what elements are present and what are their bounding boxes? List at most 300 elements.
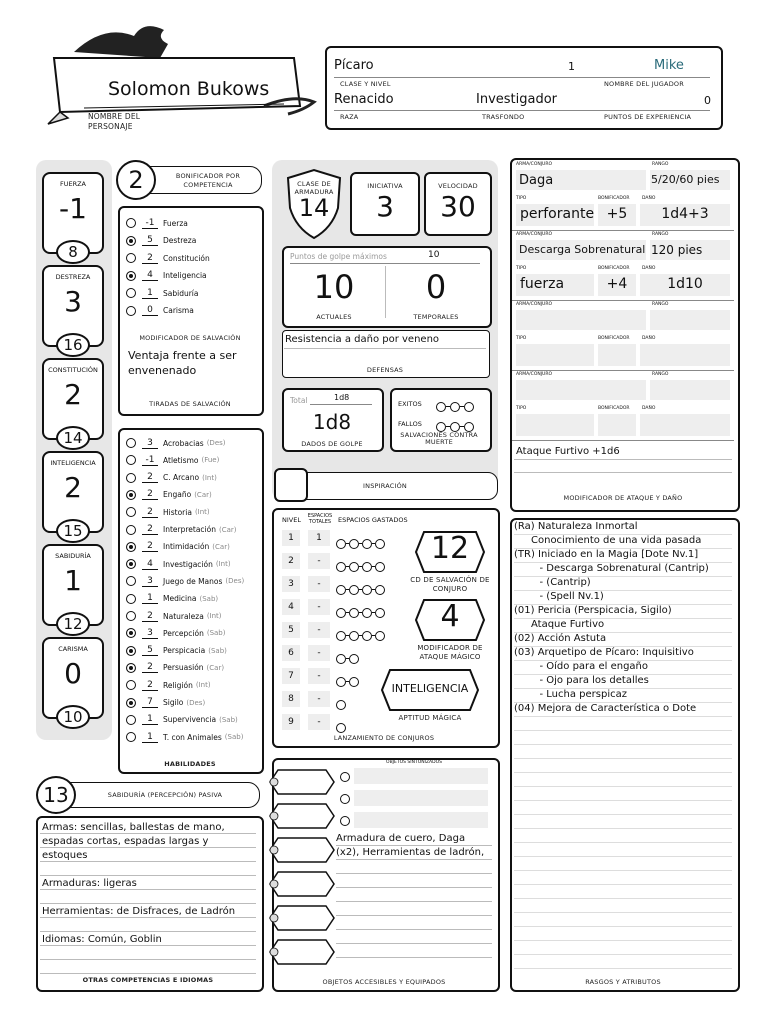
ability-name: INTELIGENCIA xyxy=(50,459,96,467)
race-value[interactable]: Renacido xyxy=(334,92,394,107)
spell-slot-checkbox[interactable] xyxy=(336,585,346,595)
skill-row xyxy=(126,574,244,588)
skill-ability: (Car) xyxy=(212,542,230,551)
skill-value[interactable]: 2 xyxy=(142,507,158,518)
skill-row xyxy=(126,678,211,692)
coin-hexagon-icon[interactable] xyxy=(268,938,336,966)
save-proficiency-radio[interactable] xyxy=(126,288,136,298)
spell-col-total: ESPACIOS TOTALES xyxy=(307,513,333,525)
feature-line[interactable]: - (Cantrip) xyxy=(539,577,591,588)
skill-name: Persuasión xyxy=(163,663,204,673)
spell-slot-checkbox[interactable] xyxy=(336,562,346,572)
other-proficiencies-title: OTRAS COMPETENCIAS E IDIOMAS xyxy=(82,976,214,984)
skill-name: Perspicacia xyxy=(163,646,206,656)
hp-temp-label: TEMPORALES xyxy=(413,313,459,321)
ability-name: FUERZA xyxy=(59,180,87,188)
save-name: Inteligencia xyxy=(163,271,207,280)
attack-name-field[interactable] xyxy=(516,380,646,400)
passive-perception-value[interactable]: 13 xyxy=(36,776,76,814)
defenses-text[interactable]: Resistencia a daño por veneno xyxy=(285,334,440,345)
skill-value[interactable]: 2 xyxy=(142,541,158,552)
death-success-2[interactable] xyxy=(450,402,460,412)
save-proficiency-radio[interactable] xyxy=(126,253,136,263)
attack-range-label: RANGO xyxy=(652,232,669,237)
save-row xyxy=(126,304,194,318)
attack-bonus-label: BONIFICADOR xyxy=(598,406,630,411)
attack-notes[interactable]: Ataque Furtivo +1d6 xyxy=(516,446,620,457)
spell-slot-checkbox[interactable] xyxy=(336,700,346,710)
equipment-line-2[interactable]: (x2), Herramientas de ladrón, xyxy=(336,847,485,858)
skill-value[interactable]: 5 xyxy=(142,645,158,656)
skill-row xyxy=(126,626,225,640)
save-row xyxy=(126,269,207,283)
skill-ability: (Int) xyxy=(194,508,210,517)
other-prof-line[interactable]: Herramientas: de Disfraces, de Ladrón xyxy=(42,906,236,917)
ability-score[interactable]: 8 xyxy=(56,240,90,264)
feature-line[interactable]: Conocimiento de una vida pasada xyxy=(531,535,702,546)
spell-slot-checkbox[interactable] xyxy=(375,539,385,549)
attack-damage-label: DAÑO xyxy=(642,196,656,201)
spell-slot-total[interactable]: - xyxy=(308,691,330,707)
skill-value[interactable]: 1 xyxy=(142,714,158,725)
skill-name: Sigilo xyxy=(163,698,184,707)
skill-row xyxy=(126,609,222,623)
attack-name-field[interactable] xyxy=(516,310,646,330)
skill-ability: (Des) xyxy=(225,577,245,586)
proficiency-label: BONIFICADOR POR COMPETENCIA xyxy=(175,172,241,189)
spell-slot-checkbox[interactable] xyxy=(362,539,372,549)
attack-range[interactable]: 120 pies xyxy=(651,243,703,257)
skill-name: Percepción xyxy=(163,628,204,638)
spell-slot-level: 3 xyxy=(282,576,300,592)
skill-proficiency-radio[interactable] xyxy=(126,473,136,483)
attack-damage[interactable]: 1d10 xyxy=(667,276,703,292)
class-level-value[interactable]: Pícaro xyxy=(334,58,374,73)
save-value[interactable]: 4 xyxy=(142,270,158,281)
feature-line[interactable]: (Ra) Naturaleza Inmortal xyxy=(514,521,638,532)
ability-name: CONSTITUCIÓN xyxy=(48,366,98,374)
skill-ability: (Car) xyxy=(194,490,212,499)
ability-score[interactable]: 14 xyxy=(56,426,90,450)
skill-proficiency-radio[interactable] xyxy=(126,542,136,552)
spell-ability-value[interactable]: INTELIGENCIA xyxy=(391,682,469,695)
attack-damage-field[interactable] xyxy=(640,414,730,436)
spell-slot-checkbox[interactable] xyxy=(336,677,346,687)
skill-row xyxy=(126,661,224,675)
initiative-label: INICIATIVA xyxy=(367,182,403,190)
attack-bonus-label: BONIFICADOR xyxy=(598,266,630,271)
attack-type[interactable]: fuerza xyxy=(520,276,565,292)
spell-slot-checkbox[interactable] xyxy=(336,654,346,664)
level-value[interactable]: 1 xyxy=(568,60,575,73)
other-prof-line[interactable]: espadas cortas, espadas largas y xyxy=(42,836,209,847)
skill-proficiency-radio[interactable] xyxy=(126,594,136,604)
skill-ability: (Int) xyxy=(206,612,222,620)
spell-slot-total[interactable]: - xyxy=(308,576,330,592)
death-success-label: EXITOS xyxy=(398,400,422,408)
skill-proficiency-radio[interactable] xyxy=(126,559,136,569)
attunement-checkbox[interactable] xyxy=(340,794,350,804)
save-row xyxy=(126,286,198,300)
feature-line[interactable]: - Oído para el engaño xyxy=(539,661,649,672)
attack-bonus-field[interactable] xyxy=(598,344,636,366)
save-modifier-label: MODIFICADOR DE SALVACIÓN xyxy=(139,334,241,342)
skill-proficiency-radio[interactable] xyxy=(126,732,136,742)
skill-row xyxy=(126,453,219,467)
inspiration-label: INSPIRACIÓN xyxy=(363,482,407,490)
ability-modifier[interactable]: 1 xyxy=(64,564,82,597)
feature-line[interactable]: (01) Pericia (Perspicacia, Sigilo) xyxy=(514,605,672,616)
save-row xyxy=(126,251,210,265)
spell-slot-total[interactable]: - xyxy=(308,553,330,569)
attack-range[interactable]: 5/20/60 pies xyxy=(651,173,720,186)
features-title: RASGOS Y ATRIBUTOS xyxy=(585,978,661,986)
ability-5-box xyxy=(42,637,104,726)
death-fail-3[interactable] xyxy=(464,422,474,432)
skill-name: Naturaleza xyxy=(163,611,204,621)
spell-slot-used xyxy=(336,671,359,690)
save-proficiency-radio[interactable] xyxy=(126,236,136,246)
attack-range-field[interactable] xyxy=(650,310,730,330)
ability-score[interactable]: 16 xyxy=(56,333,90,357)
attack-type-label: TIPO xyxy=(516,336,527,341)
spell-slot-used xyxy=(336,625,385,644)
skill-ability: (Sab) xyxy=(219,715,238,724)
spell-slot-checkbox[interactable] xyxy=(349,562,359,572)
other-prof-line[interactable]: estoques xyxy=(42,850,88,861)
attack-weapon-label: ARMA/CONJURO xyxy=(516,162,553,167)
spell-slot-level: 6 xyxy=(282,645,300,661)
other-prof-line[interactable]: Idiomas: Común, Goblin xyxy=(42,934,162,945)
skill-value[interactable]: 3 xyxy=(142,628,158,639)
ability-modifier[interactable]: -1 xyxy=(59,192,87,225)
attack-weapon-label: ARMA/CONJURO xyxy=(516,372,553,377)
spell-slot-checkbox[interactable] xyxy=(362,608,372,618)
save-value[interactable]: 1 xyxy=(142,288,158,299)
spell-slot-checkbox[interactable] xyxy=(349,585,359,595)
skill-proficiency-radio[interactable] xyxy=(126,628,136,638)
spell-slot-level: 1 xyxy=(282,530,300,546)
death-fail-label: FALLOS xyxy=(398,420,422,428)
hp-max-value[interactable]: 10 xyxy=(428,250,440,260)
feature-line[interactable]: Ataque Furtivo xyxy=(531,619,605,630)
save-proficiency-radio[interactable] xyxy=(126,218,136,228)
spell-slot-level: 9 xyxy=(282,714,300,730)
coin-hexagon-icon[interactable] xyxy=(268,802,336,830)
spell-slot-checkbox[interactable] xyxy=(375,585,385,595)
hit-dice-total[interactable]: 1d8 xyxy=(334,393,350,402)
feature-line[interactable]: (03) Arquetipo de Pícaro: Inquisitivo xyxy=(514,647,694,658)
death-success-checkboxes[interactable] xyxy=(436,396,474,415)
coin-hexagon-icon[interactable] xyxy=(268,870,336,898)
skill-name: Supervivencia xyxy=(163,715,217,725)
player-name-value[interactable]: Mike xyxy=(654,58,684,73)
save-value[interactable]: 5 xyxy=(142,235,158,246)
skill-proficiency-radio[interactable] xyxy=(126,698,136,708)
skill-name: Engaño xyxy=(163,490,192,500)
spell-attack-value[interactable]: 4 xyxy=(440,599,460,634)
ability-name: SABIDURÍA xyxy=(55,552,91,560)
skill-row xyxy=(126,505,210,519)
hit-dice-value[interactable]: 1d8 xyxy=(312,410,352,434)
spell-slot-checkbox[interactable] xyxy=(375,608,385,618)
skill-proficiency-radio[interactable] xyxy=(126,576,136,586)
spell-slot-total[interactable]: - xyxy=(308,599,330,615)
skill-proficiency-radio[interactable] xyxy=(126,438,136,448)
coin-hexagon-icon[interactable] xyxy=(268,904,336,932)
feature-line[interactable]: (04) Mejora de Característica o Dote xyxy=(514,703,697,714)
ability-modifier[interactable]: 3 xyxy=(64,285,82,318)
spell-slot-checkbox[interactable] xyxy=(349,677,359,687)
coin-hexagon-icon[interactable] xyxy=(268,768,336,796)
ability-modifier[interactable]: 2 xyxy=(64,471,82,504)
attuned-item-field[interactable] xyxy=(354,812,488,828)
skill-ability: (Int) xyxy=(202,473,217,482)
attack-type[interactable]: perforante xyxy=(520,206,595,222)
initiative-value[interactable]: 3 xyxy=(376,190,394,223)
spell-slot-used xyxy=(336,533,385,552)
ability-2-box xyxy=(42,358,104,447)
attack-range-label: RANGO xyxy=(652,372,669,377)
attack-bonus-field[interactable] xyxy=(598,414,636,436)
inspiration-checkbox[interactable] xyxy=(274,468,308,502)
skill-value[interactable]: 2 xyxy=(142,662,158,673)
spell-slot-checkbox[interactable] xyxy=(336,539,346,549)
spell-slot-total[interactable]: - xyxy=(308,668,330,684)
spell-slot-used xyxy=(336,648,359,667)
spell-save-dc-value[interactable]: 12 xyxy=(430,531,470,566)
skill-name: Investigación xyxy=(163,559,213,569)
skill-ability: (Int) xyxy=(215,560,231,569)
skill-row xyxy=(126,523,237,537)
spell-slot-checkbox[interactable] xyxy=(336,608,346,618)
attack-weapon-label: ARMA/CONJURO xyxy=(516,232,553,237)
feature-line[interactable]: (02) Acción Astuta xyxy=(514,633,607,644)
death-fail-2[interactable] xyxy=(450,422,460,432)
skill-name: Medicina xyxy=(163,594,197,604)
spellcasting-title: LANZAMIENTO DE CONJUROS xyxy=(333,734,435,742)
coin-hexagon-icon[interactable] xyxy=(268,836,336,864)
attack-weapon-label: ARMA/CONJURO xyxy=(516,302,553,307)
skill-name: Historia xyxy=(163,507,192,517)
skill-name: Juego de Manos xyxy=(163,576,223,586)
skill-proficiency-radio[interactable] xyxy=(126,680,136,690)
save-proficiency-radio[interactable] xyxy=(126,306,136,316)
spell-col-level: NIVEL xyxy=(282,516,301,524)
hp-temp-value[interactable]: 0 xyxy=(425,268,447,306)
skill-row xyxy=(126,540,230,554)
death-fail-1[interactable] xyxy=(436,422,446,432)
equipment-line-1[interactable]: Armadura de cuero, Daga xyxy=(336,833,466,844)
attack-type-field[interactable] xyxy=(516,414,594,436)
skill-name: Religión xyxy=(163,680,193,690)
attuned-item-field[interactable] xyxy=(354,790,488,806)
spell-slot-used xyxy=(336,694,346,713)
attack-name[interactable]: Descarga Sobrenatural xyxy=(519,243,646,256)
skill-ability: (Car) xyxy=(218,525,237,534)
hp-current-value[interactable]: 10 xyxy=(313,268,355,306)
skill-value[interactable]: 7 xyxy=(142,697,158,708)
spell-slot-checkbox[interactable] xyxy=(349,539,359,549)
attack-bonus[interactable]: +4 xyxy=(606,276,628,292)
skill-value[interactable]: 2 xyxy=(142,611,158,622)
attack-type-field[interactable] xyxy=(516,344,594,366)
attuned-label: OBJETOS SINTONIZADOS xyxy=(386,760,442,765)
spell-slot-checkbox[interactable] xyxy=(362,631,372,641)
skill-proficiency-radio[interactable] xyxy=(126,525,136,535)
save-modifier-text[interactable]: Ventaja frente a ser envenenado xyxy=(128,349,237,377)
xp-value[interactable]: 0 xyxy=(704,94,711,107)
save-name: Constitución xyxy=(163,253,210,263)
feature-line[interactable]: - Descarga Sobrenatural (Cantrip) xyxy=(539,563,709,574)
ability-modifier[interactable]: 0 xyxy=(64,657,82,690)
skill-ability: (Int) xyxy=(195,681,211,690)
save-value[interactable]: 0 xyxy=(142,305,158,316)
death-success-3[interactable] xyxy=(464,402,474,412)
proficiency-bonus[interactable]: 2 xyxy=(116,160,156,200)
ability-modifier[interactable]: 2 xyxy=(64,378,82,411)
ability-score[interactable]: 15 xyxy=(56,519,90,543)
skill-value[interactable]: 2 xyxy=(142,472,158,483)
hp-current-label: ACTUALES xyxy=(316,313,352,321)
skill-ability: (Fue) xyxy=(201,456,220,465)
player-name-label: NOMBRE DEL JUGADOR xyxy=(604,80,684,88)
attack-name[interactable]: Daga xyxy=(519,173,554,188)
skill-ability: (Sab) xyxy=(208,646,227,655)
spell-attack-label: MODIFICADOR DE ATAQUE MÁGICO xyxy=(417,644,483,661)
hp-max-label: Puntos de golpe máximos xyxy=(290,252,387,261)
armor-class-value[interactable]: 14 xyxy=(298,194,330,222)
feature-line[interactable]: (TR) Iniciado en la Magia [Dote Nv.1] xyxy=(514,549,699,560)
save-name: Sabiduría xyxy=(163,288,199,298)
save-row xyxy=(126,216,188,230)
skill-value[interactable]: 2 xyxy=(142,680,158,691)
attack-type-label: TIPO xyxy=(516,406,527,411)
speed-label: VELOCIDAD xyxy=(438,182,478,190)
skill-proficiency-radio[interactable] xyxy=(126,715,136,725)
skill-value[interactable]: 3 xyxy=(142,576,158,587)
skill-value[interactable]: 4 xyxy=(142,559,158,570)
feature-line[interactable]: - Ojo para los detalles xyxy=(539,675,649,686)
skill-proficiency-radio[interactable] xyxy=(126,663,136,673)
skill-proficiency-radio[interactable] xyxy=(126,611,136,621)
spell-slot-total[interactable]: - xyxy=(308,622,330,638)
spell-slot-checkbox[interactable] xyxy=(362,585,372,595)
spell-slot-level: 8 xyxy=(282,691,300,707)
ability-score[interactable]: 10 xyxy=(56,705,90,729)
feature-line[interactable]: - Lucha perspicaz xyxy=(539,689,627,700)
attacks-title: MODIFICADOR DE ATAQUE Y DAÑO xyxy=(563,494,683,502)
ability-score[interactable]: 12 xyxy=(56,612,90,636)
skill-proficiency-radio[interactable] xyxy=(126,507,136,517)
attack-damage-label: DAÑO xyxy=(642,406,656,411)
spell-slot-checkbox[interactable] xyxy=(349,654,359,664)
feature-line[interactable]: - (Spell Nv.1) xyxy=(539,591,604,602)
skill-value[interactable]: 1 xyxy=(142,593,158,604)
skills-title: HABILIDADES xyxy=(164,760,216,768)
spell-slot-total[interactable]: 1 xyxy=(308,530,330,546)
skill-row xyxy=(126,713,238,727)
skill-ability: (Sab) xyxy=(224,733,244,742)
attunement-checkbox[interactable] xyxy=(340,772,350,782)
spell-slot-checkbox[interactable] xyxy=(375,631,385,641)
equipment-title: OBJETOS ACCESIBLES Y EQUIPADOS xyxy=(322,978,446,986)
attunement-checkbox[interactable] xyxy=(340,816,350,826)
character-name[interactable]: Solomon Bukows xyxy=(108,78,270,100)
attack-damage-label: DAÑO xyxy=(642,336,656,341)
skill-value[interactable]: 1 xyxy=(142,732,158,743)
skill-value[interactable]: -1 xyxy=(142,455,158,466)
attack-range-label: RANGO xyxy=(652,302,669,307)
character-name-label: NOMBRE DEL PERSONAJE xyxy=(88,112,141,131)
spell-slot-total[interactable]: - xyxy=(308,645,330,661)
save-value[interactable]: -1 xyxy=(142,218,158,229)
spell-slot-level: 7 xyxy=(282,668,300,684)
spell-slot-total[interactable]: - xyxy=(308,714,330,730)
background-label: TRASFONDO xyxy=(482,113,525,121)
skill-value[interactable]: 3 xyxy=(142,438,158,449)
save-value[interactable]: 2 xyxy=(142,253,158,264)
spell-slot-checkbox[interactable] xyxy=(349,608,359,618)
attack-type-label: TIPO xyxy=(516,266,527,271)
save-proficiency-radio[interactable] xyxy=(126,271,136,281)
skill-name: Interpretación xyxy=(163,525,216,534)
save-row xyxy=(126,234,196,248)
spell-slot-checkbox[interactable] xyxy=(362,562,372,572)
spell-slot-level: 2 xyxy=(282,553,300,569)
xp-label: PUNTOS DE EXPERIENCIA xyxy=(604,113,692,121)
death-saves-label: SALVACIONES CONTRA MUERTE xyxy=(400,431,478,446)
attack-damage[interactable]: 1d4+3 xyxy=(661,206,709,222)
spell-slot-checkbox[interactable] xyxy=(336,723,346,733)
skill-name: T. con Animales xyxy=(163,732,222,742)
spell-slot-level: 5 xyxy=(282,622,300,638)
spell-slot-checkbox[interactable] xyxy=(349,631,359,641)
spell-slot-level: 4 xyxy=(282,599,300,615)
skill-name: Acrobacias xyxy=(163,438,204,448)
other-prof-line[interactable]: Armas: sencillas, ballestas de mano, xyxy=(42,822,225,833)
spell-slot-checkbox[interactable] xyxy=(375,562,385,572)
spell-col-used: ESPACIOS GASTADOS xyxy=(338,516,408,524)
ability-0-box xyxy=(42,172,104,261)
save-name: Destreza xyxy=(163,236,197,245)
saving-throws-title: TIRADAS DE SALVACIÓN xyxy=(149,400,231,408)
skill-proficiency-radio[interactable] xyxy=(126,455,136,465)
ability-4-box xyxy=(42,544,104,633)
skill-proficiency-radio[interactable] xyxy=(126,490,136,500)
attack-range-field[interactable] xyxy=(650,380,730,400)
background-value[interactable]: Investigador xyxy=(476,92,558,107)
skill-proficiency-radio[interactable] xyxy=(126,646,136,656)
skill-ability: (Des) xyxy=(206,439,226,447)
attack-damage-field[interactable] xyxy=(640,344,730,366)
speed-value[interactable]: 30 xyxy=(440,190,476,223)
hit-dice-total-label: Total xyxy=(290,396,308,405)
spell-slot-checkbox[interactable] xyxy=(336,631,346,641)
skill-value[interactable]: 2 xyxy=(142,489,158,500)
passive-perception-label: SABIDURÍA (PERCEPCIÓN) PASIVA xyxy=(107,791,223,799)
attack-bonus-label: BONIFICADOR xyxy=(598,336,630,341)
skill-row xyxy=(126,644,227,658)
skill-value[interactable]: 2 xyxy=(142,524,158,535)
skill-row xyxy=(126,488,212,502)
attack-bonus[interactable]: +5 xyxy=(606,206,628,222)
death-success-1[interactable] xyxy=(436,402,446,412)
ability-name: DESTREZA xyxy=(55,273,91,281)
attuned-item-field[interactable] xyxy=(354,768,488,784)
other-prof-line[interactable]: Armaduras: ligeras xyxy=(42,878,137,889)
skill-row xyxy=(126,696,205,710)
